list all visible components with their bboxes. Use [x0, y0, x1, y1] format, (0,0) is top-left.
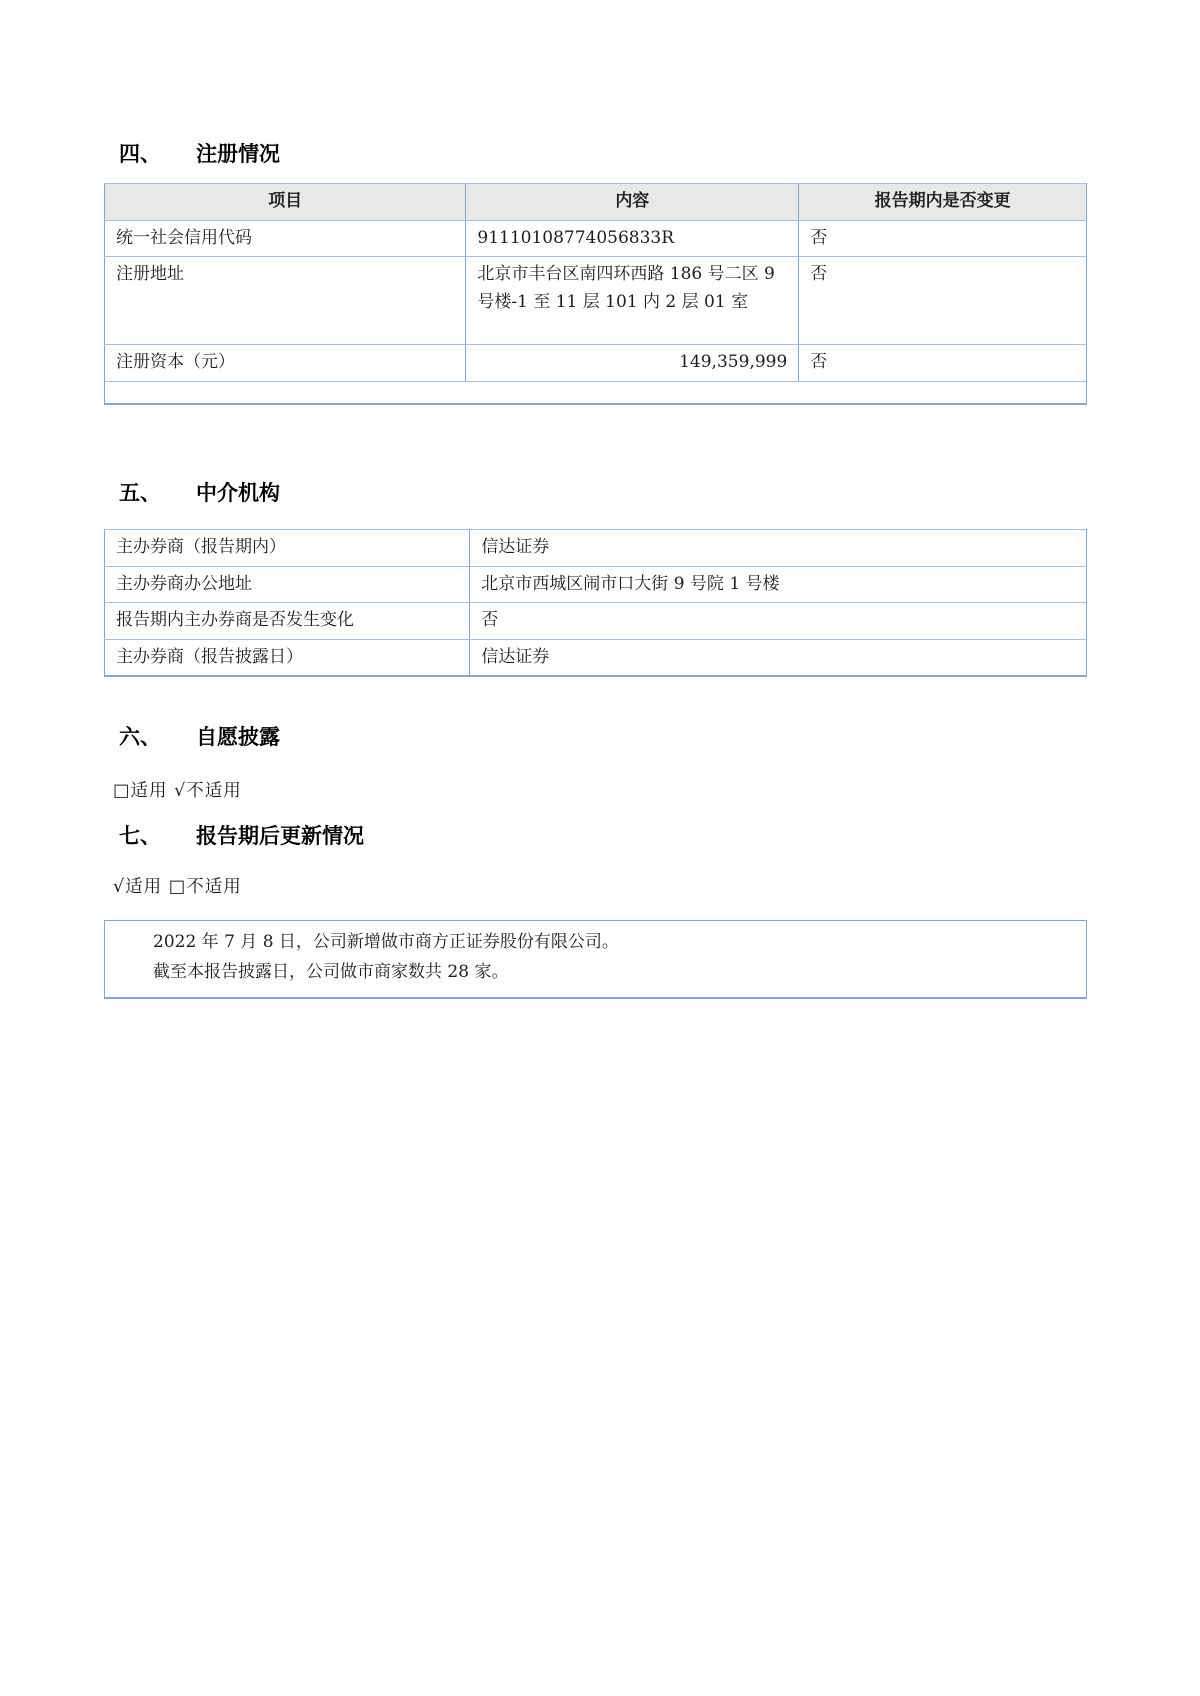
table-row	[105, 603, 1087, 640]
table-row	[105, 639, 1087, 676]
intermediary-table	[104, 529, 1087, 677]
cell-content: 北京市丰台区南四环西路 186 号二区 9 号楼-1 至 11 层 101 内 2 层 01 室	[466, 257, 799, 345]
section-title: 报告期后更新情况	[196, 824, 364, 849]
cell-item: 注册资本（元）	[105, 345, 466, 382]
applicability-line-post-period: √适用 □不适用	[113, 877, 242, 898]
section-heading-post-period	[104, 820, 1087, 850]
section-heading-registration	[104, 138, 1087, 168]
cell-item: 注册地址	[105, 257, 466, 345]
table-row-empty	[105, 381, 1087, 404]
section-number: 五、	[119, 481, 161, 506]
section-heading-voluntary	[104, 721, 1087, 751]
table-row	[105, 566, 1087, 603]
table-row	[105, 345, 1087, 382]
cell-value: 信达证券	[470, 639, 1087, 676]
cell-item: 统一社会信用代码	[105, 220, 466, 257]
cell-content: 149,359,999	[466, 345, 799, 382]
empty-cell	[105, 381, 1087, 404]
post-period-note-box	[104, 920, 1087, 999]
table-row	[105, 530, 1087, 567]
cell-value: 北京市西城区闹市口大街 9 号院 1 号楼	[470, 566, 1087, 603]
section-heading-intermediary	[104, 477, 1087, 507]
note-line: 2022 年 7 月 8 日，公司新增做市商方正证券股份有限公司。	[153, 932, 619, 953]
applicability-line-voluntary: □适用 √不适用	[113, 781, 242, 802]
registration-table	[104, 183, 1087, 405]
cell-changed: 否	[799, 345, 1087, 382]
cell-changed: 否	[799, 257, 1087, 345]
cell-label: 报告期内主办券商是否发生变化	[105, 603, 470, 640]
cell-label: 主办券商办公地址	[105, 566, 470, 603]
section-number: 四、	[119, 142, 161, 166]
cell-label: 主办券商（报告期内）	[105, 530, 470, 567]
header-cell-item: 项目	[105, 184, 466, 221]
cell-changed: 否	[799, 220, 1087, 257]
table-header-row	[105, 184, 1087, 221]
cell-label: 主办券商（报告披露日）	[105, 639, 470, 676]
cell-value: 否	[470, 603, 1087, 640]
header-cell-changed: 报告期内是否变更	[799, 184, 1087, 221]
cell-content: 91110108774056833R	[466, 220, 799, 257]
section-title: 自愿披露	[196, 725, 280, 750]
table-row	[105, 220, 1087, 257]
header-cell-content: 内容	[466, 184, 799, 221]
section-title: 中介机构	[196, 481, 280, 506]
note-line: 截至本报告披露日，公司做市商家数共 28 家。	[153, 961, 509, 982]
section-number: 七、	[119, 824, 161, 849]
section-number: 六、	[119, 725, 161, 750]
cell-value: 信达证券	[470, 530, 1087, 567]
section-title: 注册情况	[196, 142, 280, 166]
table-row	[105, 257, 1087, 345]
